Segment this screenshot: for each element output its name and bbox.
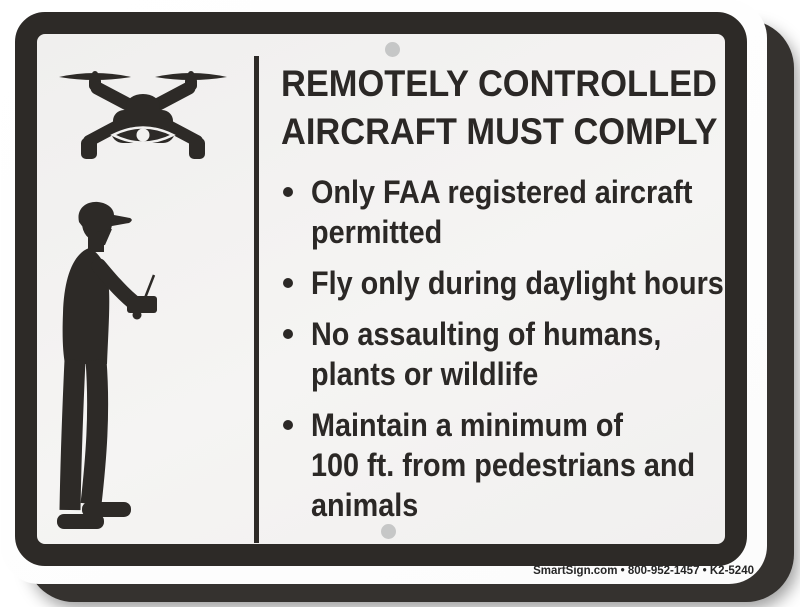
rule-item (281, 314, 733, 394)
vertical-divider (254, 56, 259, 543)
drone-operator-icon (49, 198, 171, 534)
bullet-dot (283, 420, 293, 430)
drone-icon (57, 66, 229, 160)
manufacturer-strip: SmartSign.com • 800-952-1457 • K2-5240 (533, 565, 754, 577)
rule-line: Only FAA registered aircraft (311, 174, 693, 210)
rule-line: No assaulting of humans, (311, 316, 662, 352)
rule-item (281, 263, 733, 303)
rule-line: plants or wildlife (311, 356, 539, 392)
rule-line: permitted (311, 214, 443, 250)
rule-line: Maintain a minimum of (311, 407, 624, 443)
bullet-dot (283, 187, 293, 197)
rule-item (281, 172, 733, 252)
sign-title (281, 60, 743, 156)
sign-title-line-2: AIRCRAFT MUST COMPLY (281, 111, 718, 152)
sign-rules-list (281, 172, 733, 536)
sign-title-line-1: REMOTELY CONTROLLED (281, 63, 717, 104)
rule-line: 100 ft. from pedestrians and (311, 447, 696, 483)
rule-line: animals (311, 487, 419, 523)
rule-line: Fly only during daylight hours (311, 265, 724, 301)
mounting-hole-top (385, 42, 400, 57)
sign-face (1, 0, 767, 584)
rule-item (281, 405, 733, 525)
bullet-dot (283, 329, 293, 339)
bullet-dot (283, 278, 293, 288)
